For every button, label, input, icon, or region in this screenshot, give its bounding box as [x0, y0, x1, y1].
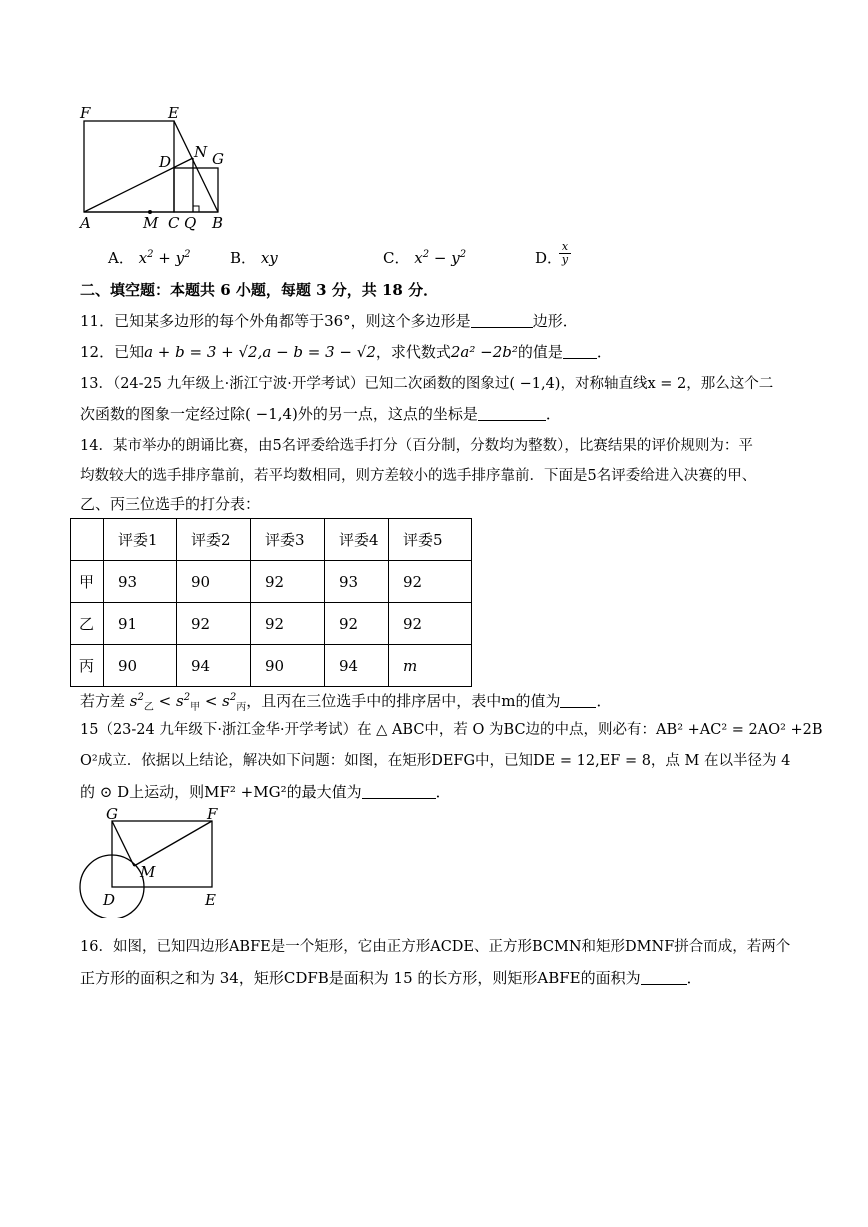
q16-text-end: ．	[686, 969, 702, 987]
table-row	[71, 603, 472, 645]
question-13-line1: 13．（24-25 九年级上·浙江宁波·开学考试）已知二次函数的图象过( −1,4)，对称轴直线x = 2，那么这个二	[80, 376, 774, 392]
table-cell: 乙	[71, 603, 104, 645]
table-header-cell	[71, 519, 104, 561]
table-header-cell: 评委3	[251, 519, 325, 561]
option-d-letter: D．	[535, 249, 563, 267]
question-13-line2	[80, 404, 561, 424]
q12-text-a: 12．已知	[80, 343, 145, 361]
table-cell: 94	[325, 645, 389, 687]
section-title: 二、填空题：本题共 6 小题，每题 3 分，共 18 分．	[80, 281, 439, 299]
table-cell: 92	[389, 561, 472, 603]
label-E: E	[205, 891, 216, 909]
table-cell: 92	[177, 603, 251, 645]
option-d[interactable]	[535, 240, 569, 268]
q14-text-b: ，且丙在三位选手中的排序居中，表中m的值为	[246, 692, 561, 710]
option-a[interactable]	[108, 247, 190, 268]
q14-text-a: 若方差	[80, 692, 126, 710]
q12-answer-blank[interactable]	[563, 343, 597, 359]
option-b[interactable]	[230, 247, 278, 268]
table-cell: 丙	[71, 645, 104, 687]
q11-text: 11．已知某多边形的每个外角都等于36°，则这个多边形是	[80, 312, 471, 330]
label-D: D	[103, 891, 116, 909]
q15-answer-blank[interactable]	[362, 783, 436, 799]
label-C: C	[168, 214, 180, 232]
table-cell: 93	[104, 561, 177, 603]
label-E: E	[168, 104, 179, 122]
q15-text-end: ．	[435, 783, 451, 801]
score-table	[70, 518, 472, 687]
table-header-row	[71, 519, 472, 561]
q13-text-end: ．	[545, 405, 561, 423]
question-12	[80, 342, 612, 362]
question-15-line1: 15（23-24 九年级下·浙江金华·开学考试）在 △ ABC中，若 O 为BC边的中点，则必有：AB² +AC² = 2AO² +2B	[80, 722, 823, 738]
table-cell: 92	[251, 603, 325, 645]
table-row	[71, 645, 472, 687]
question-14-line2: 均数较大的选手排序靠前，若平均数相同，则方差较小的选手排序靠前．下面是5名评委给进入决赛的甲、	[80, 468, 757, 484]
table-header-cell: 评委2	[177, 519, 251, 561]
figure-rectangle-circle	[74, 806, 234, 918]
label-Q: Q	[184, 214, 197, 232]
table-header-cell: 评委1	[104, 519, 177, 561]
q13-answer-blank[interactable]	[478, 405, 546, 421]
option-c[interactable]	[383, 247, 466, 268]
q16-answer-blank[interactable]	[641, 969, 687, 985]
question-11	[80, 311, 578, 331]
q14-text-c: ．	[596, 692, 612, 710]
option-d-fraction	[559, 241, 571, 266]
table-cell: 92	[389, 603, 472, 645]
q12-text-e: 的值是	[517, 343, 563, 361]
label-F: F	[207, 806, 218, 823]
question-15-line3	[80, 782, 451, 802]
table-cell: 90	[251, 645, 325, 687]
q15-text: 的 ⊙ D上运动，则MF² +MG²的最大值为	[80, 783, 362, 801]
label-D: D	[159, 153, 172, 171]
q12-expr: a + b = 3 + √2,a − b = 3 − √2	[144, 343, 376, 361]
table-cell: 90	[177, 561, 251, 603]
label-F: F	[80, 104, 91, 122]
option-c-expr: $x^2 - y^2$	[414, 249, 467, 267]
q12-text-f: ．	[596, 343, 612, 361]
label-G: G	[212, 150, 224, 168]
option-b-letter: B．	[230, 249, 257, 267]
label-N: N	[194, 143, 208, 161]
question-15-line2: O²成立．依据以上结论，解决如下问题：如图，在矩形DEFG中，已知DE = 12,EF = 8，点 M 在以半径为 4	[80, 753, 791, 769]
label-M: M	[140, 863, 156, 881]
table-cell: 94	[177, 645, 251, 687]
label-G: G	[106, 806, 118, 823]
option-a-letter: A．	[108, 249, 134, 267]
option-b-expr: xy	[260, 249, 278, 267]
question-16-line2	[80, 968, 702, 988]
label-B: B	[212, 214, 224, 232]
option-a-expr: $x^2 + y^2$	[138, 249, 191, 267]
table-cell: 92	[251, 561, 325, 603]
question-14-line3: 乙、丙三位选手的打分表：	[80, 495, 261, 513]
q16-text: 正方形的面积之和为 34，矩形CDFB是面积为 15 的长方形，则矩形ABFE的面积为	[80, 969, 641, 987]
option-c-letter: C．	[383, 249, 410, 267]
fraction-num: x	[559, 241, 571, 254]
q13-text: 次函数的图象一定经过除( −1,4)外的另一点，这点的坐标是	[80, 405, 478, 423]
q11-text-end: 边形．	[532, 312, 578, 330]
table-cell: 甲	[71, 561, 104, 603]
table-cell: 90	[104, 645, 177, 687]
question-14-condition	[80, 688, 612, 718]
q14-variance-inequality: $s^2_乙 < s^2_甲 < s^2_丙$	[129, 692, 247, 713]
table-cell: 92	[325, 603, 389, 645]
table-cell: 93	[325, 561, 389, 603]
figure-rectangles-geometry	[70, 100, 240, 235]
question-16-line1: 16．如图，已知四边形ABFE是一个矩形，它由正方形ACDE、正方形BCMN和矩形DMNF拼合而成，若两个	[80, 939, 791, 955]
label-M: M	[143, 214, 159, 232]
q12-algebra: 2a² −2b²	[450, 343, 518, 361]
table-header-cell: 评委4	[325, 519, 389, 561]
question-14-line1: 14．某市举办的朗诵比赛，由5名评委给选手打分（百分制，分数均为整数），比赛结果的评价规则为：平	[80, 438, 753, 454]
label-A: A	[80, 214, 91, 232]
q11-answer-blank[interactable]	[471, 312, 533, 328]
table-cell: 91	[104, 603, 177, 645]
q14-answer-blank[interactable]	[560, 692, 596, 708]
q12-text-c: ，求代数式	[375, 343, 451, 361]
table-cell: m	[389, 645, 472, 687]
table-header-cell: 评委5	[389, 519, 472, 561]
fraction-den: y	[561, 253, 569, 266]
table-row	[71, 561, 472, 603]
